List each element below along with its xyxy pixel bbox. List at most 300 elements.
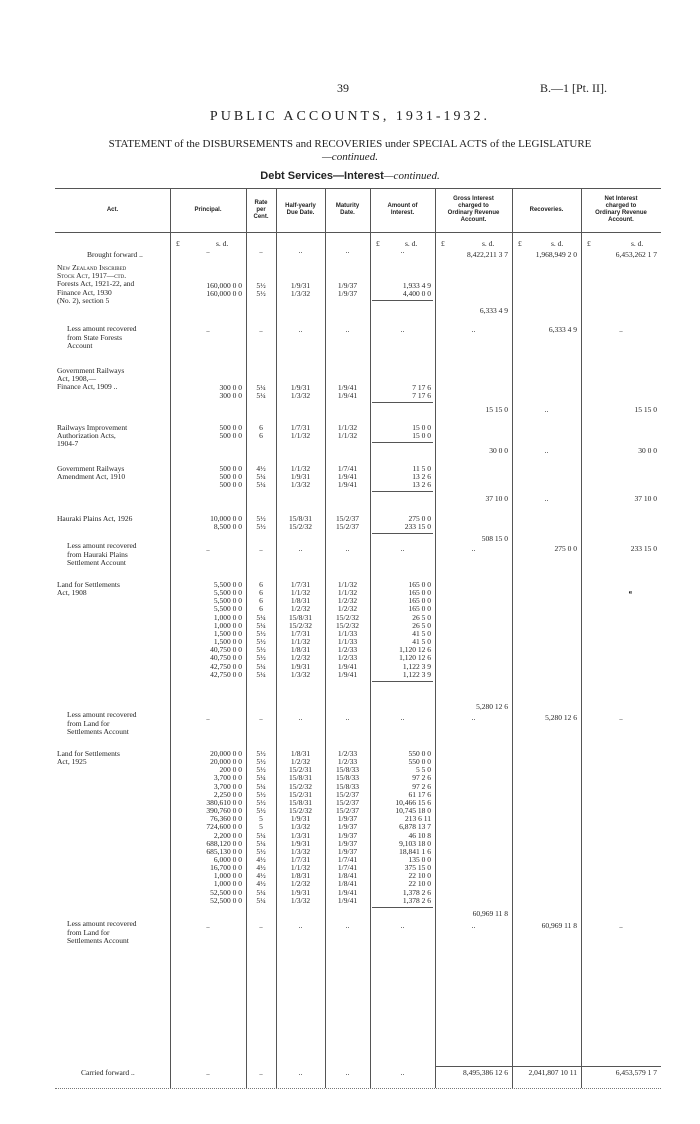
header-principal: Principal. (194, 206, 222, 213)
less-recovered-label: Account (67, 341, 93, 351)
subtotal-rule (372, 907, 433, 908)
maturity-cell: 1/9/41 (337, 383, 358, 392)
placeholder-dots: .. (400, 1068, 405, 1077)
gross-interest-cell: 60,969 11 8 (472, 909, 508, 918)
maturity-cell: 1/2/33 (337, 645, 358, 655)
placeholder-dots: .. (259, 1068, 263, 1077)
amount-cell: 135 0 0 (408, 854, 431, 864)
rate-cell: 6 (259, 604, 263, 614)
subtotal-rule (372, 681, 433, 682)
net-interest-cell: 30 0 0 (638, 446, 657, 455)
half-yearly-cell: 1/2/32 (290, 604, 311, 614)
half-yearly-cell: 1/3/32 (290, 480, 311, 490)
half-yearly-cell: 1/2/32 (290, 879, 311, 889)
act-label: New Zealand Inscribed (57, 263, 127, 272)
amount-cell: 1,378 2 6 (402, 887, 431, 897)
maturity-cell: 1/2/33 (337, 757, 358, 767)
half-yearly-cell: 15/2/32 (289, 781, 312, 791)
half-yearly-cell: 1/7/31 (290, 423, 311, 432)
rate-cell: 5½ (256, 653, 266, 663)
half-yearly-cell: 15/8/31 (289, 612, 312, 622)
half-yearly-cell: 1/9/31 (290, 887, 311, 897)
rate-cell: 5 (259, 814, 263, 824)
maturity-cell: 15/2/32 (336, 620, 359, 630)
half-yearly-cell: 1/1/32 (290, 431, 311, 441)
maturity-cell: 1/9/41 (337, 669, 358, 679)
carried-recoveries: 2,041,807 10 11 (528, 1068, 577, 1077)
half-yearly-cell: 15/8/31 (289, 514, 312, 523)
page-number: 39 (337, 81, 349, 95)
act-label: Stock Act, 1917—ctd. (57, 271, 127, 281)
half-yearly-cell: 1/3/32 (290, 391, 311, 401)
amount-cell: 46 10 8 (408, 830, 431, 840)
amount-cell: 15 0 0 (412, 423, 431, 432)
rate-cell: 6 (259, 580, 263, 589)
rate-cell: 6 (259, 596, 263, 606)
placeholder-dots: .. (298, 246, 303, 255)
principal-cell: 5,500 0 0 (213, 596, 242, 606)
rate-cell: 6 (259, 423, 263, 432)
amount-cell: 10,466 15 6 (395, 797, 431, 807)
amount-cell: 5 5 0 (416, 765, 431, 775)
maturity-cell: 1/1/32 (337, 431, 358, 441)
half-yearly-cell: 15/8/31 (289, 797, 312, 807)
header-net: charged to (605, 203, 637, 209)
half-yearly-cell: 1/1/32 (290, 637, 311, 647)
recoveries-cell: 60,969 11 8 (541, 921, 577, 930)
placeholder-dots: .. (471, 325, 476, 334)
act-label: Authorization Acts, (57, 431, 116, 441)
placeholder-dots: .. (345, 544, 350, 553)
amount-cell: 1,120 12 6 (399, 645, 431, 655)
carried-net: 6,453,579 1 7 (615, 1068, 657, 1077)
principal-cell: 52,500 0 0 (210, 887, 242, 897)
amount-cell: 97 2 6 (412, 773, 431, 783)
half-yearly-cell: 15/8/31 (289, 773, 312, 783)
maturity-cell: 1/9/41 (337, 391, 358, 401)
principal-cell: 42,750 0 0 (210, 669, 242, 679)
subtotal-rule (372, 533, 433, 534)
principal-cell: 40,750 0 0 (210, 653, 242, 663)
principal-cell: 3,700 0 0 (213, 781, 242, 791)
rate-cell: 4½ (256, 879, 266, 889)
rate-cell: 4½ (256, 464, 266, 473)
gross-interest-cell: 6,333 4 9 (479, 306, 508, 315)
recoveries-cell: 275 0 0 (554, 544, 577, 553)
maturity-cell: 15/8/33 (336, 781, 359, 791)
placeholder-dots: .. (206, 713, 210, 722)
recoveries-cell: 5,280 12 6 (545, 713, 577, 722)
amount-cell: 233 15 0 (404, 522, 431, 532)
principal-cell: 300 0 0 (219, 391, 242, 401)
maturity-cell: 15/2/37 (336, 789, 359, 799)
less-recovered-label: Less amount recovered (67, 710, 137, 719)
maturity-cell: 1/9/37 (337, 289, 358, 299)
header-half-yearly: Due Date. (286, 210, 315, 216)
placeholder-dots: .. (544, 446, 549, 455)
act-label: (No. 2), section 5 (57, 295, 110, 305)
amount-cell: 1,122 3 9 (402, 661, 431, 671)
subtotal-rule (372, 300, 433, 301)
amount-cell: 1,122 3 9 (402, 669, 431, 679)
header-half-yearly: Half-yearly (285, 203, 316, 209)
placeholder-dots: .. (471, 544, 476, 553)
header-gross: Account. (460, 217, 487, 223)
header-gross: charged to (458, 203, 489, 209)
half-yearly-cell: 1/3/32 (290, 669, 311, 679)
act-label: Act, 1925 (57, 757, 87, 767)
maturity-cell: 1/9/37 (337, 830, 358, 840)
amount-cell: 165 0 0 (408, 580, 431, 589)
principal-cell: 76,360 0 0 (210, 814, 242, 824)
statement-continued: —continued. (322, 151, 378, 163)
half-yearly-cell: 15/2/32 (289, 522, 312, 532)
placeholder-dots: .. (259, 921, 263, 930)
half-yearly-cell: 1/3/32 (290, 289, 311, 299)
rate-cell: 5¼ (256, 895, 266, 905)
rate-cell: 5½ (256, 757, 266, 767)
amount-cell: 11 5 0 (412, 464, 431, 473)
act-label: Government Railways (57, 464, 125, 473)
amount-cell: 7 17 6 (412, 383, 431, 392)
principal-cell: 390,760 0 0 (206, 806, 242, 816)
header-amount: Amount of (387, 203, 418, 209)
rate-cell: 5½ (256, 514, 266, 523)
half-yearly-cell: 1/9/31 (290, 814, 311, 824)
amount-cell: 18,841 1 6 (399, 846, 431, 856)
header-net: Ordinary Revenue (595, 210, 647, 216)
placeholder-dots: .. (400, 713, 405, 722)
less-recovered-label: Settlements Account (67, 936, 129, 946)
placeholder-dots: .. (298, 921, 303, 930)
placeholder-dots: .. (298, 1068, 303, 1077)
section-bold: Debt Services—Interest (260, 170, 384, 182)
header-gross: Gross Interest (453, 196, 494, 202)
carried-forward-label: Carried forward .. (81, 1068, 135, 1077)
brought-forward-label: Brought forward .. (87, 250, 143, 259)
act-label: Land for Settlements (57, 749, 120, 758)
maturity-cell: 15/2/37 (336, 522, 359, 532)
maturity-cell: 15/2/37 (336, 797, 359, 807)
amount-cell: 13 2 6 (412, 472, 431, 482)
principal-cell: 200 0 0 (219, 765, 242, 775)
page-title: PUBLIC ACCOUNTS, 1931-1932. (209, 109, 491, 124)
unit-shillings-pence: s. d. (405, 239, 418, 248)
subtotal-rule (372, 442, 433, 443)
principal-cell: 20,000 0 0 (210, 749, 242, 758)
half-yearly-cell: 1/7/31 (290, 580, 311, 589)
header-maturity: Date. (340, 210, 355, 216)
half-yearly-cell: 1/3/32 (290, 822, 311, 832)
half-yearly-cell: 15/2/32 (289, 806, 312, 816)
amount-cell: 61 17 6 (408, 789, 431, 799)
maturity-cell: 1/9/37 (337, 846, 358, 856)
act-label: Railways Improvement (57, 423, 128, 432)
half-yearly-cell: 1/2/32 (290, 653, 311, 663)
half-yearly-cell: 1/9/31 (290, 661, 311, 671)
principal-cell: 10,000 0 0 (210, 514, 242, 523)
rate-cell: 5½ (256, 522, 266, 532)
principal-cell: 1,000 0 0 (213, 879, 242, 889)
less-recovered-label: Settlement Account (67, 558, 126, 568)
header-gross: Ordinary Revenue (447, 210, 500, 216)
maturity-cell: 1/1/32 (337, 423, 358, 432)
placeholder-dots: .. (259, 544, 263, 553)
maturity-cell: 1/2/32 (337, 604, 358, 614)
rate-cell: 5¼ (256, 391, 266, 401)
rate-cell: 5½ (256, 797, 266, 807)
rate-cell: 5½ (256, 806, 266, 816)
rate-cell: 4½ (256, 863, 266, 873)
principal-cell: 42,750 0 0 (210, 661, 242, 671)
unit-shillings-pence: s. d. (551, 239, 564, 248)
amount-cell: 375 15 0 (404, 863, 431, 873)
maturity-cell: 1/9/41 (337, 661, 358, 671)
header-maturity: Maturity (335, 203, 360, 209)
net-interest-cell: 233 15 0 (630, 544, 657, 553)
amount-cell: 550 0 0 (408, 757, 431, 767)
statement-text: STATEMENT of the DISBURSEMENTS and RECOVERIES under SPECIAL ACTS of the LEGISLATURE (108, 138, 592, 150)
act-label: Finance Act, 1909 .. (57, 382, 118, 392)
maturity-cell: 1/9/41 (337, 480, 358, 490)
amount-cell: 1,378 2 6 (402, 895, 431, 905)
half-yearly-cell: 1/8/31 (290, 596, 311, 606)
placeholder-dots: .. (298, 325, 303, 334)
half-yearly-cell: 1/3/31 (290, 830, 311, 840)
placeholder-dots: .. (544, 494, 549, 503)
act-label: Finance Act, 1930 (57, 287, 112, 297)
less-recovered-label: from State Forests (67, 332, 122, 342)
gross-interest-cell: 5,280 12 6 (476, 702, 508, 711)
half-yearly-cell: 1/1/32 (290, 863, 311, 873)
amount-cell: 165 0 0 (408, 604, 431, 614)
recoveries-cell: 6,333 4 9 (548, 325, 577, 334)
unit-pound: £ (176, 239, 180, 248)
principal-cell: 40,750 0 0 (210, 645, 242, 655)
brought-recoveries: 1,968,949 2 0 (535, 250, 577, 259)
header-recoveries: Recoveries. (529, 206, 564, 213)
amount-cell: 15 0 0 (412, 431, 431, 441)
placeholder-dots: .. (400, 921, 405, 930)
half-yearly-cell: 1/8/31 (290, 749, 311, 758)
gross-interest-cell: 37 10 0 (485, 494, 508, 503)
unit-pound: £ (376, 239, 380, 248)
brought-gross: 8,422,211 3 7 (467, 250, 508, 259)
rate-cell: 5½ (256, 645, 266, 655)
maturity-cell: 1/1/32 (337, 588, 358, 598)
net-interest-cell: 15 15 0 (634, 405, 657, 414)
header-rate: per (256, 206, 266, 213)
carried-gross: 8,495,386 12 6 (463, 1068, 508, 1077)
act-label: Amendment Act, 1910 (57, 472, 126, 482)
placeholder-dots: .. (206, 544, 210, 553)
amount-cell: 22 10 0 (408, 879, 431, 889)
placeholder-dots: .. (400, 246, 405, 255)
rate-cell: 5½ (256, 789, 266, 799)
unit-shillings-pence: s. d. (482, 239, 495, 248)
principal-cell: 688,120 0 0 (206, 838, 242, 848)
principal-cell: 5,500 0 0 (213, 580, 242, 589)
half-yearly-cell: 1/9/31 (290, 472, 311, 482)
maturity-cell: 1/2/32 (337, 596, 358, 606)
stray-mark: ⁌ (628, 588, 633, 598)
less-recovered-label: Less amount recovered (67, 919, 137, 928)
maturity-cell: 15/2/37 (336, 806, 359, 816)
brought-net: 6,453,262 1 7 (615, 250, 657, 259)
amount-cell: 165 0 0 (408, 596, 431, 606)
half-yearly-cell: 1/8/31 (290, 871, 311, 881)
placeholder-dots: .. (206, 325, 210, 334)
act-label: Land for Settlements (57, 580, 120, 589)
table-header-rule (55, 232, 661, 233)
section-italic: —continued. (383, 170, 440, 182)
half-yearly-cell: 1/1/32 (290, 588, 311, 598)
principal-cell: 500 0 0 (219, 464, 242, 473)
maturity-cell: 1/8/41 (337, 871, 358, 881)
rate-cell: 5¼ (256, 830, 266, 840)
rate-cell: 5¼ (256, 887, 266, 897)
act-label: Act, 1908 (57, 588, 87, 598)
half-yearly-cell: 1/7/31 (290, 628, 311, 638)
act-label: Government Railways (57, 366, 125, 375)
rate-cell: 6 (259, 431, 263, 441)
placeholder-dots: .. (544, 405, 549, 414)
half-yearly-cell: 1/8/31 (290, 645, 311, 655)
placeholder-dots: .. (471, 921, 476, 930)
maturity-cell: 1/7/41 (337, 854, 358, 864)
principal-cell: 300 0 0 (219, 383, 242, 392)
amount-cell: 26 5 0 (412, 620, 431, 630)
statement-heading (40, 138, 660, 164)
amount-cell: 1,120 12 6 (399, 653, 431, 663)
half-yearly-cell: 1/1/32 (290, 464, 311, 473)
carried-rule (435, 1066, 661, 1067)
maturity-cell: 15/2/32 (336, 612, 359, 622)
header-net: Net Interest (604, 196, 638, 202)
maturity-cell: 1/9/37 (337, 822, 358, 832)
placeholder-dots: .. (259, 246, 263, 255)
rate-cell: 4½ (256, 854, 266, 864)
maturity-cell: 1/1/33 (337, 637, 358, 647)
half-yearly-cell: 1/3/32 (290, 895, 311, 905)
placeholder-dots: .. (471, 713, 476, 722)
page-reference: B.—1 [Pt. II]. (540, 81, 607, 95)
less-recovered-label: Less amount recovered (67, 541, 137, 550)
principal-cell: 500 0 0 (219, 472, 242, 482)
maturity-cell: 1/9/41 (337, 472, 358, 482)
principal-cell: 3,700 0 0 (213, 773, 242, 783)
principal-cell: 724,600 0 0 (206, 822, 242, 832)
principal-cell: 500 0 0 (219, 480, 242, 490)
placeholder-dots: .. (298, 713, 303, 722)
placeholder-dots: .. (345, 921, 350, 930)
principal-cell: 500 0 0 (219, 423, 242, 432)
principal-cell: 20,000 0 0 (210, 757, 242, 767)
less-recovered-label: from Hauraki Plains (67, 549, 128, 559)
placeholder-dots: .. (345, 325, 350, 334)
header-rate: Cent. (253, 213, 269, 220)
rate-cell: 5¼ (256, 480, 266, 490)
column-rule (581, 188, 582, 1088)
unit-pound: £ (441, 239, 445, 248)
maturity-cell: 1/8/41 (337, 879, 358, 889)
maturity-cell: 1/9/37 (337, 838, 358, 848)
section-heading (0, 170, 700, 182)
maturity-cell: 1/7/41 (337, 464, 358, 473)
half-yearly-cell: 15/2/32 (289, 620, 312, 630)
rate-cell: 4½ (256, 871, 266, 881)
header-rate: Rate (254, 199, 268, 206)
rate-cell: 5½ (256, 846, 266, 856)
header-amount: Interest. (390, 210, 415, 216)
rate-cell: 5¼ (256, 773, 266, 783)
column-rule (435, 188, 436, 1088)
header-act: Act. (106, 206, 119, 213)
unit-shillings-pence: s. d. (216, 239, 229, 248)
less-recovered-label: from Land for (67, 927, 110, 937)
placeholder-dots: .. (345, 246, 350, 255)
unit-shillings-pence: s. d. (631, 239, 644, 248)
rate-cell: 5¼ (256, 383, 266, 392)
rate-cell: 5¼ (256, 472, 266, 482)
principal-cell: 8,500 0 0 (213, 522, 242, 532)
unit-pound: £ (518, 239, 522, 248)
maturity-cell: 1/9/37 (337, 814, 358, 824)
net-interest-cell: 37 10 0 (634, 494, 657, 503)
less-recovered-label: Less amount recovered (67, 324, 137, 333)
amount-cell: 4,400 0 0 (402, 289, 431, 299)
maturity-cell: 1/2/33 (337, 749, 358, 758)
less-recovered-label: from Land for (67, 718, 110, 728)
rate-cell: 5½ (256, 637, 266, 647)
principal-cell: 52,500 0 0 (210, 895, 242, 905)
half-yearly-cell: 1/9/31 (290, 383, 311, 392)
maturity-cell: 1/1/32 (337, 580, 358, 589)
amount-cell: 10,745 18 0 (395, 806, 431, 816)
gross-interest-cell: 15 15 0 (485, 405, 508, 414)
placeholder-dots: .. (206, 1068, 210, 1077)
amount-cell: 9,103 18 0 (399, 838, 431, 848)
rate-cell: 5¼ (256, 661, 266, 671)
act-label: Hauraki Plains Act, 1926 (57, 514, 133, 523)
principal-cell: 5,500 0 0 (213, 588, 242, 598)
maturity-cell: 15/8/33 (336, 773, 359, 783)
placeholder-dots: .. (345, 1068, 350, 1077)
principal-cell: 1,500 0 0 (213, 637, 242, 647)
rate-cell: 5½ (256, 749, 266, 758)
principal-cell: 2,250 0 0 (213, 789, 242, 799)
half-yearly-cell: 15/2/31 (289, 765, 312, 775)
gross-interest-cell: 30 0 0 (489, 446, 508, 455)
maturity-cell: 1/1/33 (337, 628, 358, 638)
rate-cell: 5½ (256, 289, 266, 299)
placeholder-dots: .. (259, 325, 263, 334)
rate-cell: 5½ (256, 765, 266, 775)
maturity-cell: 1/7/41 (337, 863, 358, 873)
amount-cell: 7 17 6 (412, 391, 431, 401)
table-bottom-rule (55, 1088, 661, 1089)
maturity-cell: 1/9/41 (337, 887, 358, 897)
half-yearly-cell: 15/2/31 (289, 789, 312, 799)
amount-cell: 275 0 0 (408, 514, 431, 523)
amount-cell: 41 5 0 (412, 628, 431, 638)
less-recovered-label: Settlements Account (67, 727, 129, 737)
rate-cell: 5¼ (256, 838, 266, 848)
rate-cell: 6 (259, 588, 263, 598)
header-net: Account. (608, 217, 634, 223)
principal-cell: 16,700 0 0 (210, 863, 242, 873)
principal-cell: 1,000 0 0 (213, 620, 242, 630)
